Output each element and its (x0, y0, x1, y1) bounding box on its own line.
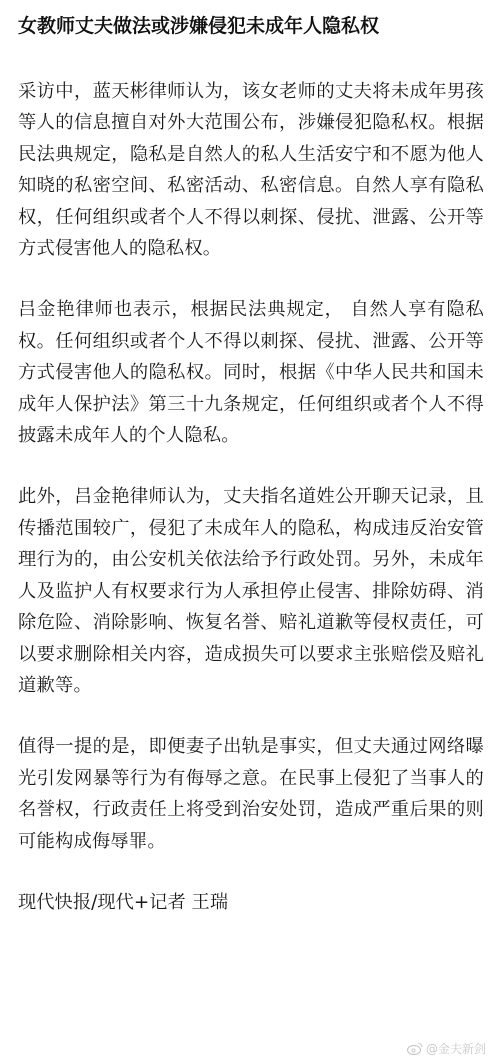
paragraph-3: 此外，吕金艳律师认为，丈夫指名道姓公开聊天记录，且传播范围较广，侵犯了未成年人的隐私，构成违反治安管理行为的，由公安机关依法给予行政处罚。另外，未成年人及监护人有权要求行为人承担停止侵害、排除妨碍、消除危险、消除影响、恢复名誉、赔礼道歉等侵权责任，可以要求删除相关内容，造成损失可以要求主张赔偿及赔礼道歉等。 (18, 486, 484, 696)
watermark (407, 1040, 486, 1057)
article-title: 女教师丈夫做法或涉嫌侵犯未成年人隐私权 (18, 15, 380, 37)
byline: 现代快报/现代+记者 王瑞 (18, 891, 229, 913)
paragraph-2: 吕金艳律师也表示，根据民法典规定， 自然人享有隐私权。任何组织或者个人不得以刺探、侵扰、泄露、公开等方式侵害他人的隐私权。同时，根据《中华人民共和国未成年人保护法》第三十九条规定，任何组织或者个人不得披露未成年人的个人隐私。 (18, 299, 484, 447)
paragraph-1: 采访中，蓝天彬律师认为，该女老师的丈夫将未成年男孩等人的信息擅自对外大范围公布，涉嫌侵犯隐私权。根据民法典规定，隐私是自然人的私人生活安宁和不愿为他人知晓的私密空间、私密活动、私密信息。自然人享有隐私权，任何组织或者个人不得以刺探、侵扰、泄露、公开等方式侵害他人的隐私权。 (18, 81, 484, 260)
paragraph-4: 值得一提的是，即便妻子出轨是事实，但丈夫通过网络曝光引发网暴等行为有侮辱之意。在民事上侵犯了当事人的名誉权，行政责任上将受到治安处罚，造成严重后果的则可能构成侮辱罪。 (18, 736, 484, 852)
watermark-text: @金夫新剑 (425, 1042, 486, 1056)
weibo-logo-icon (407, 1042, 423, 1055)
